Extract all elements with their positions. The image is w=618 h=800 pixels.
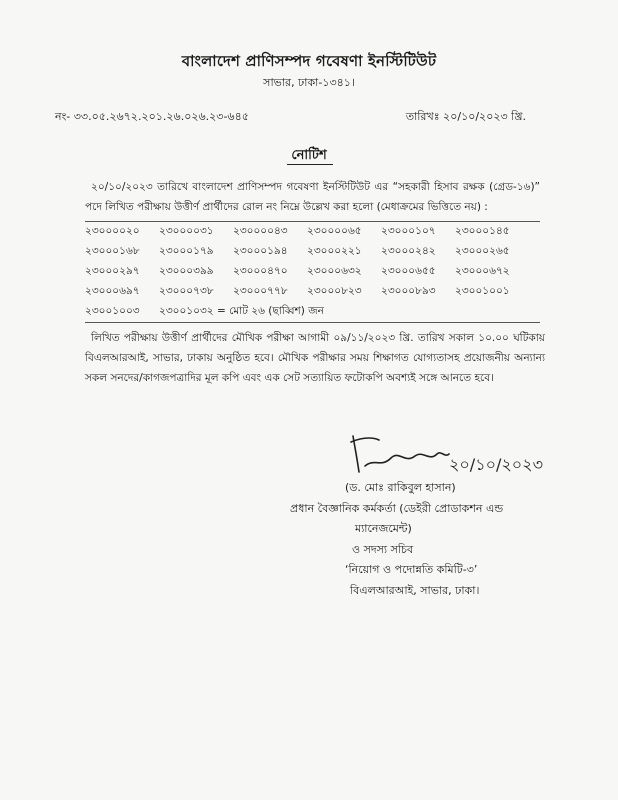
- roll-number: ২৩০০১০০৩: [85, 304, 140, 317]
- roll-number: ২৩০০০২২১: [307, 244, 362, 257]
- viva-exam-paragraph: লিখিত পরীক্ষায় উত্তীর্ণ প্রার্থীদের মৌখিক পরীক্ষা আগামী ০৯/১১/২০২৩ খ্রি. তারিখ সকাল ১০.০০ ঘটিকায় বিএলআরআই, সাভার, ঢাকায় অনুষ্ঠিত হবে। মৌখিক পরীক্ষার সময় শিক্ষাগত যোগ্যতাসহ প্রয়োজনীয় অন্যান্য সকল সনদের/কাগজপত্রাদির মূল কপি এবং এক সেট সত্যায়িত ফটোকপি অবশ্যই সঙ্গে আনতে হবে।: [85, 332, 545, 384]
- organization-address: সাভার, ঢাকা-১৩৪১।: [263, 76, 355, 89]
- roll-number: ২৩০০০১৪৫: [455, 224, 510, 237]
- roll-list-bottom-rule: [85, 322, 540, 323]
- roll-row: [85, 242, 540, 262]
- roll-number: ২৩০০০৮৯৩: [381, 284, 436, 297]
- signatory-name: (ড. মোঃ রাকিবুল হাসান): [345, 481, 456, 494]
- roll-number: ২৩০০০২৪২: [381, 244, 436, 257]
- signature-scrawl: [345, 428, 545, 478]
- roll-number: ২৩০০০৬৫৫: [381, 264, 436, 277]
- signatory-designation: প্রধান বৈজ্ঞানিক কর্মকর্তা (ডেইরী প্রোডাকশন এন্ড: [290, 501, 504, 515]
- roll-number: ২৩০০১০০১: [455, 284, 510, 297]
- roll-row: [85, 262, 540, 282]
- signatory-block: [290, 478, 540, 601]
- roll-row-last: [85, 302, 540, 322]
- roll-number: ২৩০০০০২০: [85, 224, 140, 237]
- signatory-designation-cont: ম্যানেজমেন্ট): [355, 522, 412, 535]
- roll-number: ২৩০০০৬৯৭: [85, 284, 140, 297]
- roll-number: ২৩০০০৬৩২: [307, 264, 362, 277]
- signature-date: ২০/১০/২০২৩: [449, 455, 543, 474]
- roll-number: ২৩০০০৩৯৯: [159, 264, 214, 277]
- roll-number: ২৩০০০২৬৫: [455, 244, 510, 257]
- roll-number: ২৩০০০৬৭২: [455, 264, 510, 277]
- organization-name: বাংলাদেশ প্রাণিসম্পদ গবেষণা ইনস্টিটিউট: [181, 52, 437, 70]
- roll-number: ২৩০০০৭৭৮: [233, 284, 288, 297]
- roll-number-total: ২৩০০১০৩২ = মোট ২৬ (ছাব্বিশ) জন: [159, 304, 324, 317]
- roll-number: ২৩০০০০৩১: [159, 224, 214, 237]
- signatory-committee: ‘নিয়োগ ও পদোন্নতি কমিটি-৩’: [345, 563, 478, 576]
- roll-number: ২৩০০০১৬৮: [85, 244, 140, 257]
- notice-title-underline: [287, 164, 333, 165]
- notice-intro-paragraph: ২০/১০/২০২৩ তারিখে বাংলাদেশ প্রাণিসম্পদ গবেষণা ইনস্টিটিউট এর “সহকারী হিসাব রক্ষক (গ্রেড-১৬)” পদে লিখিত পরীক্ষায় উত্তীর্ণ প্রার্থীদের রোল নং নিম্নে উল্লেখ করা হলো (মেধাক্রমের ভিত্তিতে নয়) :: [85, 181, 540, 213]
- roll-number: ২৩০০০১৭৯: [159, 244, 214, 257]
- roll-row: [85, 282, 540, 302]
- memo-date: তারিখঃ ২০/১০/২০২৩ খ্রি.: [405, 110, 526, 123]
- roll-number: ২৩০০০০৪৩: [233, 224, 288, 237]
- roll-number-list: [85, 221, 540, 323]
- roll-number: ২৩০০০৮২৩: [307, 284, 362, 297]
- signatory-role: ও সদস্য সচিব: [352, 542, 414, 556]
- roll-number: ২৩০০০১৯৪: [233, 244, 288, 257]
- roll-number: ২৩০০০১০৭: [381, 224, 436, 237]
- roll-number: ২৩০০০৭৩৮: [159, 284, 214, 297]
- signatory-office: বিএলআরআই, সাভার, ঢাকা।: [350, 583, 480, 597]
- roll-row: [85, 222, 540, 242]
- notice-title: নোটিশ: [291, 148, 327, 163]
- roll-number: ২৩০০০০৬৫: [307, 224, 362, 237]
- memo-number: নং- ৩৩.০৫.২৬৭২.২০১.২৬.০২৬.২৩-৬৪৫: [55, 110, 249, 123]
- roll-number: ২৩০০০৪৭০: [233, 264, 288, 277]
- roll-number: ২৩০০০২৯৭: [85, 264, 140, 277]
